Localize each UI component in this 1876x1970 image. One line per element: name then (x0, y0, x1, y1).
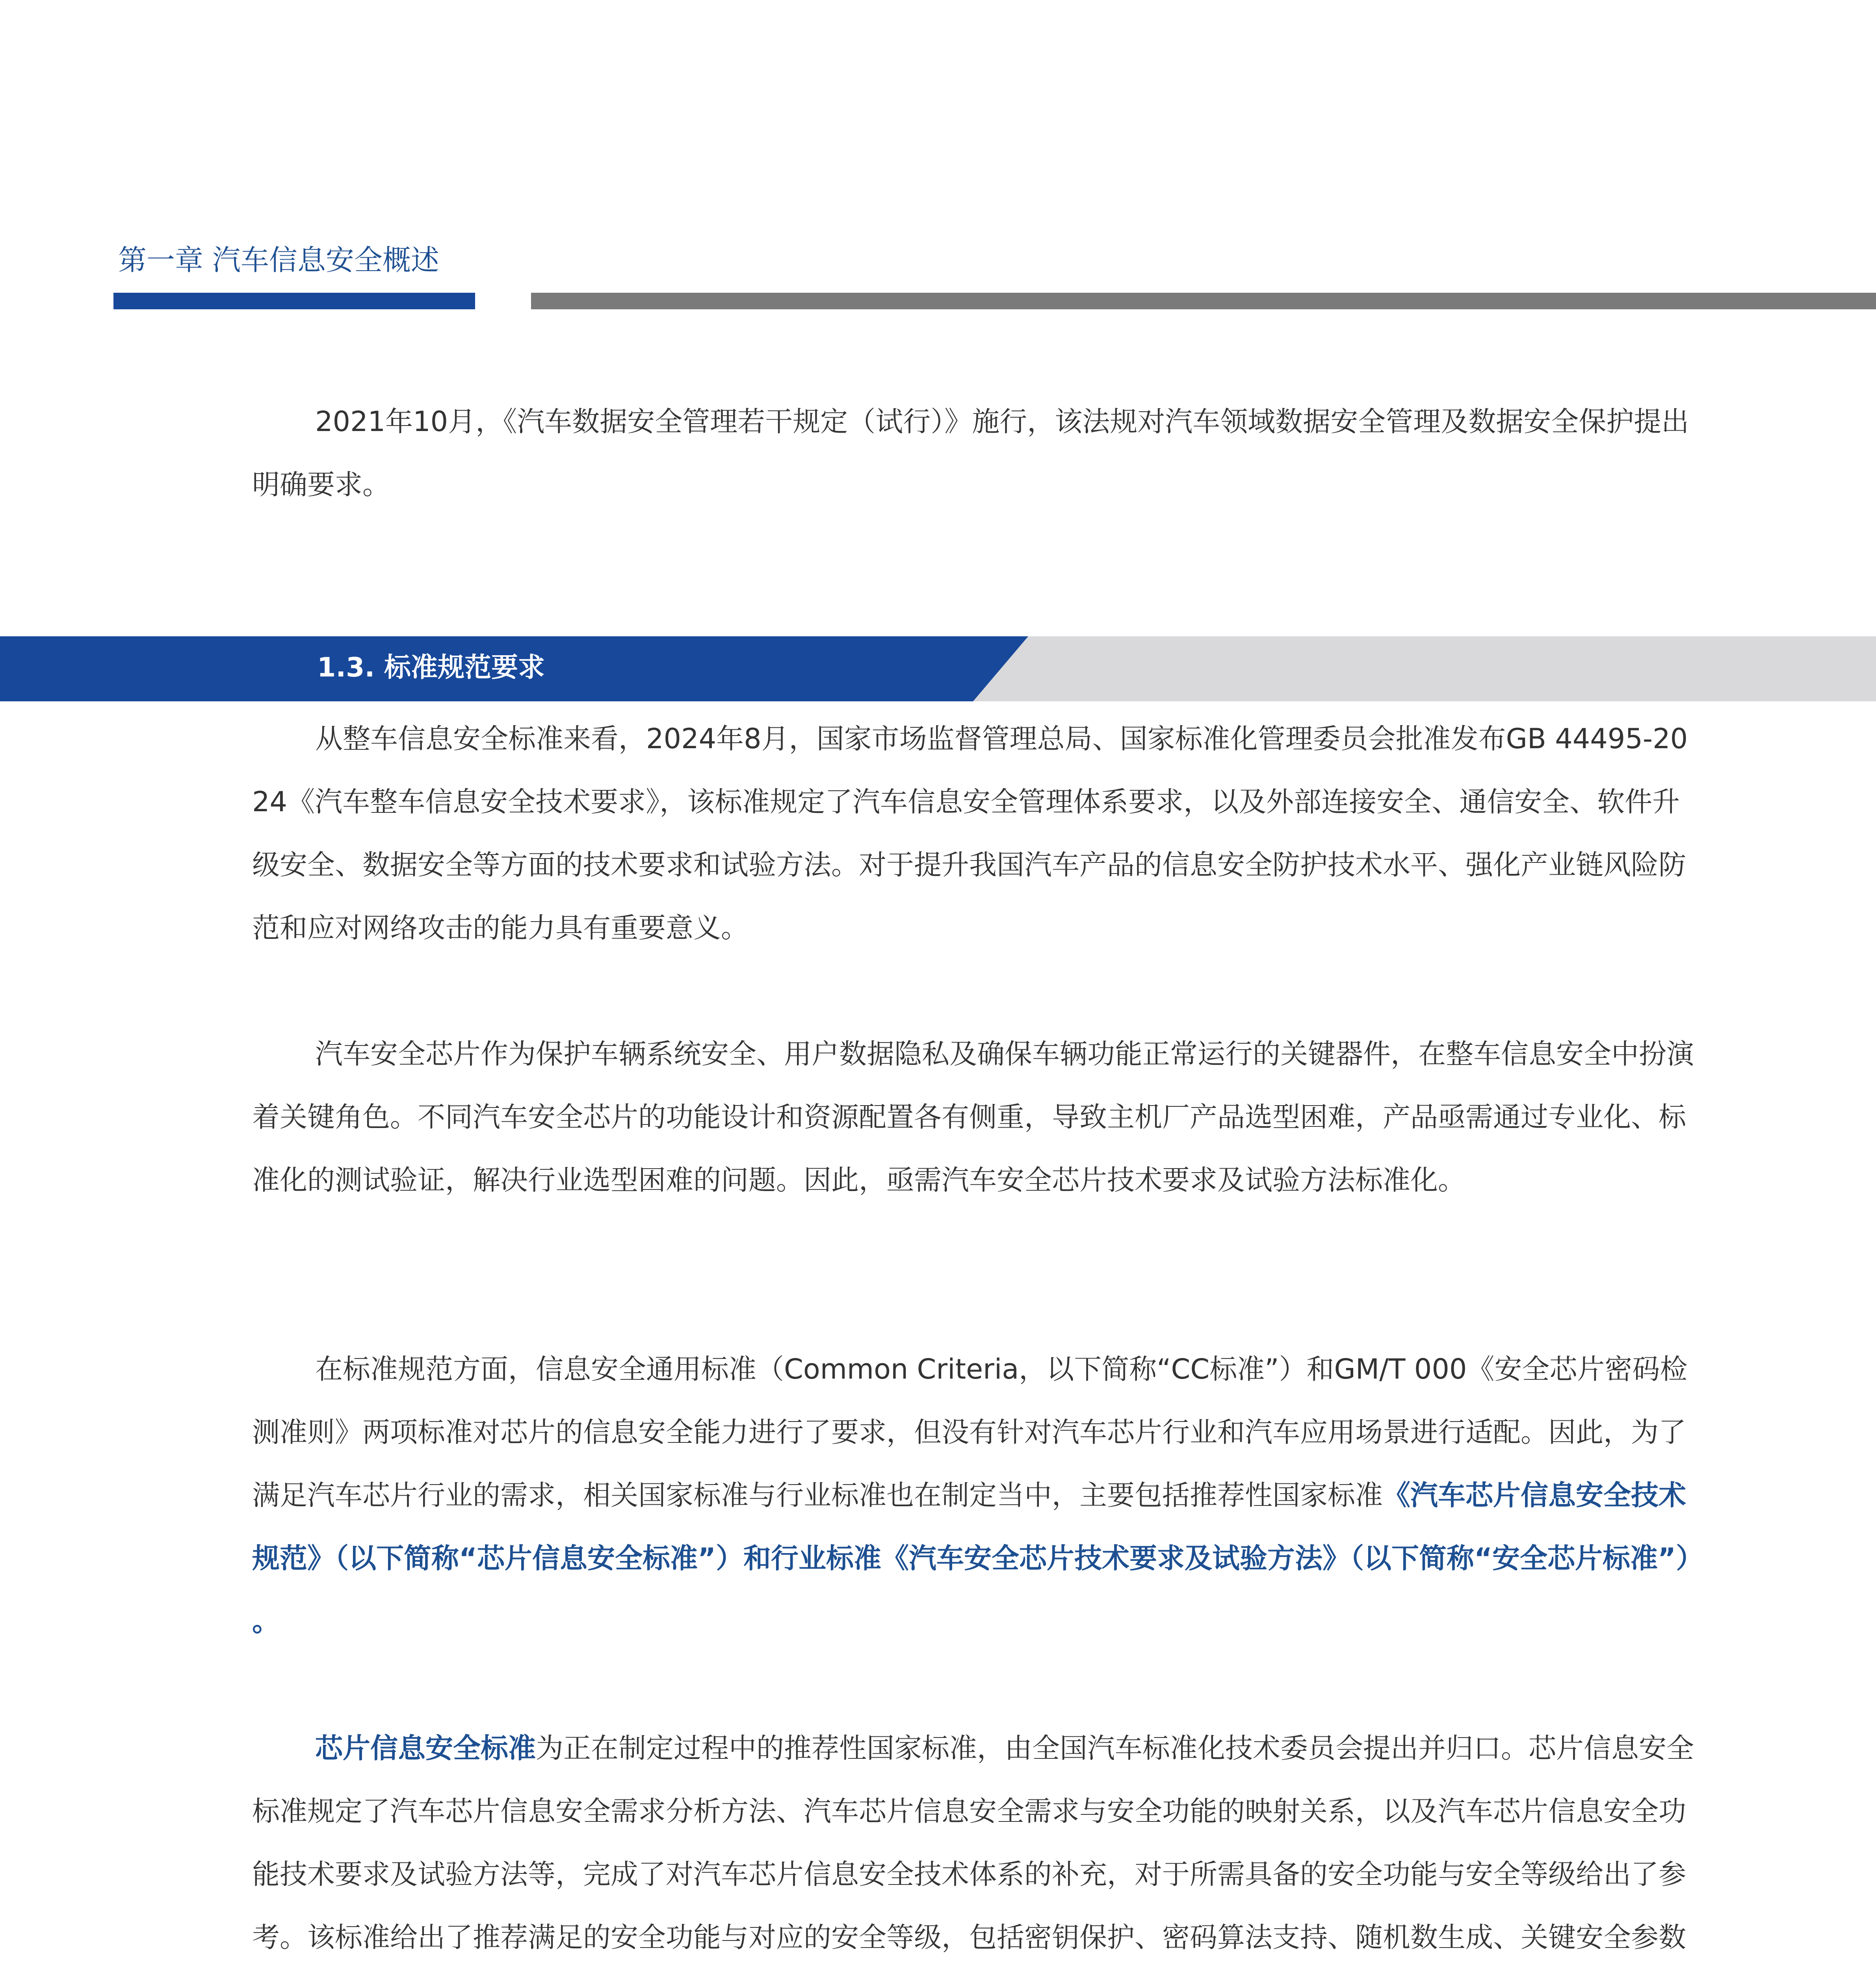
paragraph-standards-overview (252, 1338, 1696, 1653)
paragraph-chip-info-security-text: 为正在制定过程中的推荐性国家标准，由全国汽车标准化技术委员会提出并归口。芯片信息安全标准规定了汽车芯片信息安全需求分析方法、汽车芯片信息安全需求与安全功能的映射关系，以及汽车芯片信息安全功能技术要求及试验方法等，完成了对汽车芯片信息安全技术体系的补充，对于所需具备的安全功能与安全等级给出了参考。该标准给出了推荐满足的安全功能与对应的安全等级，包括密钥保护、密码算法支持、随机数生成、关键安全参数 (252, 1732, 1694, 1953)
chapter-underline-gray (531, 293, 1876, 309)
paragraph-vehicle-standard: 从整车信息安全标准来看，2024年8月，国家市场监督管理总局、国家标准化管理委员会批准发布GB 44495-2024《汽车整车信息安全技术要求》，该标准规定了汽车信息安全管理体系要求，以及外部连接安全、通信安全、软件升级安全、数据安全等方面的技术要求和试验方法。对于提升我国汽车产品的信息安全防护技术水平、强化产业链风险防范和应对网络攻击的能力具有重要意义。 (252, 723, 1688, 944)
section-banner-gray (938, 636, 1876, 701)
highlight-standards-names: 《汽车芯片信息安全技术规范》（以下简称“芯片信息安全标准”）和行业标准《汽车安全芯片技术要求及试验方法》（以下简称“安全芯片标准”）。 (252, 1479, 1690, 1637)
highlight-chip-info-security-standard: 芯片信息安全标准 (315, 1732, 536, 1764)
chapter-underline-blue (113, 293, 475, 309)
paragraph-chip-info-security-standard (252, 1717, 1696, 1970)
paragraph-standards-text: 在标准规范方面，信息安全通用标准（Common Criteria，以下简称“CC标准”）和GM/T 000《安全芯片密码检测准则》两项标准对芯片的信息安全能力进行了要求，但没有针对汽车芯片行业和汽车应用场景进行适配。因此，为了满足汽车芯片行业的需求，相关国家标准与行业标准也在制定当中，主要包括推荐性国家标准 (252, 1353, 1688, 1511)
section-title: 1.3. 标准规范要求 (317, 652, 545, 683)
intro-paragraph: 2021年10月，《汽车数据安全管理若干规定（试行）》施行，该法规对汽车领域数据安全管理及数据安全保护提出明确要求。 (252, 405, 1689, 501)
paragraph-security-chip: 汽车安全芯片作为保护车辆系统安全、用户数据隐私及确保车辆功能正常运行的关键器件，在整车信息安全中扮演着关键角色。不同汽车安全芯片的功能设计和资源配置各有侧重，导致主机厂产品选型困难，产品亟需通过专业化、标准化的测试验证，解决行业选型困难的问题。因此，亟需汽车安全芯片技术要求及试验方法标准化。 (252, 1038, 1694, 1196)
chapter-title: 第一章 汽车信息安全概述 (118, 243, 439, 277)
